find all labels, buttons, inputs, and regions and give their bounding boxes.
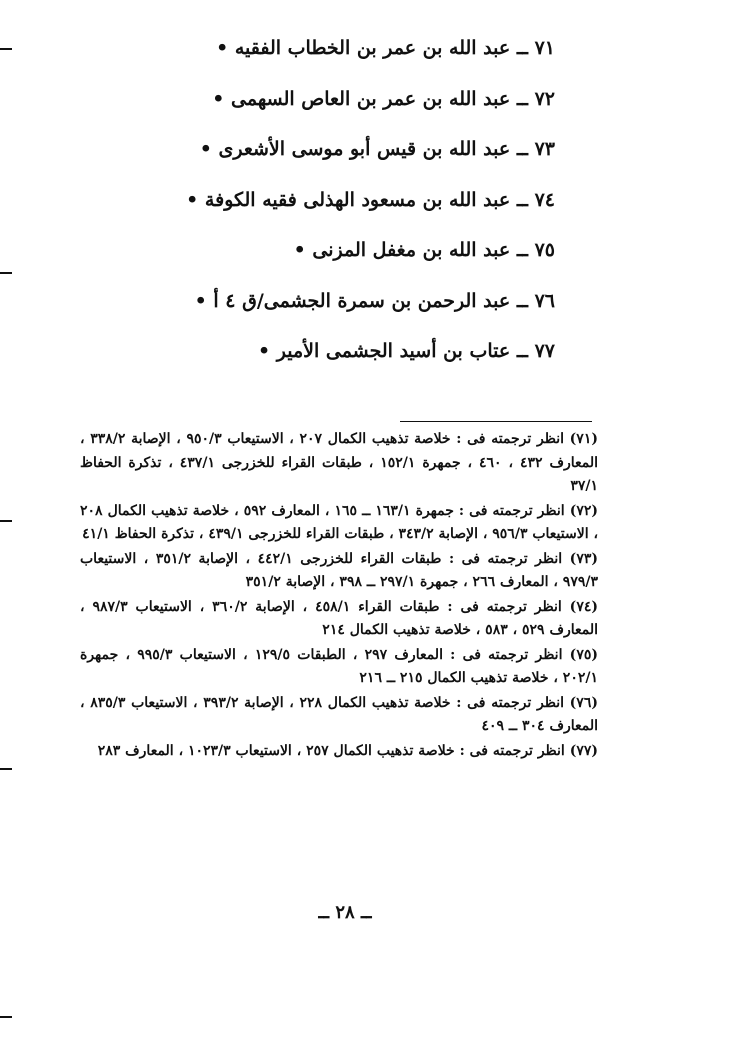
footnote-71: (٧١) انظر ترجمته فى : خلاصة تذهيب الكمال ٢٠٧ ، الاستيعاب ٩٥٠/٣ ، الإصابة ٣٣٨/٢ ، المعارف ٤٣٢ ، ٤٦٠ ، جمهرة ١٥٢/١ ، طبقات القراء للخزرجى ٤٣٧/١ ، تذكرة الحفاظ ٣٧/١	[80, 431, 598, 494]
entry-71: ٧١ ــ عبد الله بن عمر بن الخطاب الفقيه •	[216, 37, 555, 59]
margin-mark	[0, 1016, 12, 1018]
entries-list	[135, 26, 555, 380]
margin-mark	[0, 272, 12, 274]
footnote-74: (٧٤) انظر ترجمته فى : طبقات القراء ٤٥٨/١ ، الإصابة ٣٦٠/٢ ، الاستيعاب ٩٨٧/٣ ، المعارف ٥٢٩ ، ٥٨٣ ، خلاصة تذهيب الكمال ٢١٤	[80, 598, 598, 638]
footnotes	[80, 428, 598, 764]
page-number: ــ ٢٨ ــ	[318, 902, 372, 923]
entry-73: ٧٣ ــ عبد الله بن قيس أبو موسى الأشعرى •	[199, 138, 555, 160]
entry-76: ٧٦ ــ عبد الرحمن بن سمرة الجشمى/ق ٤ أ •	[194, 289, 555, 312]
footnote-73: (٧٣) انظر ترجمته فى : طبقات القراء للخزرجى ٤٤٢/١ ، الإصابة ٣٥١/٢ ، الاستيعاب ٩٧٩/٣ ، المعارف ٢٦٦ ، جمهرة ٢٩٧/١ ــ ٣٩٨ ، الإصابة ٣٥١/٢	[80, 550, 598, 590]
footnote-divider	[400, 421, 592, 422]
entry-74: ٧٤ ــ عبد الله بن مسعود الهذلى فقيه الكوفة •	[186, 188, 555, 211]
margin-mark	[0, 48, 12, 50]
footnote-72: (٧٢) انظر ترجمته فى : جمهرة ١٦٣/١ ــ ١٦٥ ، المعارف ٥٩٢ ، خلاصة تذهيب الكمال ٢٠٨ ، الاستيعاب ٩٥٦/٣ ، الإصابة ٣٤٣/٢ ، طبقات القراء للخزرجى ٤٣٩/١ ، تذكرة الحفاظ ٤١/١	[80, 502, 599, 542]
footnote-77: (٧٧) انظر ترجمته فى : خلاصة تذهيب الكمال ٢٥٧ ، الاستيعاب ١٠٢٣/٣ ، المعارف ٢٨٣	[97, 742, 598, 759]
entry-75: ٧٥ ــ عبد الله بن مغفل المزنى •	[293, 239, 555, 261]
footnote-76: (٧٦) انظر ترجمته فى : خلاصة تذهيب الكمال ٢٢٨ ، الإصابة ٣٩٣/٢ ، الاستيعاب ٨٣٥/٣ ، المعارف ٣٠٤ ــ ٤٠٩	[80, 694, 598, 734]
entry-72: ٧٢ ــ عبد الله بن عمر بن العاص السهمى •	[212, 87, 555, 110]
footnote-75: (٧٥) انظر ترجمته فى : المعارف ٢٩٧ ، الطبقات ١٢٩/٥ ، الاستيعاب ٩٩٥/٣ ، جمهرة ٢٠٢/١ ، خلاصة تذهيب الكمال ٢١٥ ــ ٢١٦	[80, 646, 598, 686]
margin-mark	[0, 520, 12, 522]
margin-mark	[0, 768, 12, 770]
entry-77: ٧٧ ــ عتاب بن أسيد الجشمى الأمير •	[257, 340, 555, 362]
